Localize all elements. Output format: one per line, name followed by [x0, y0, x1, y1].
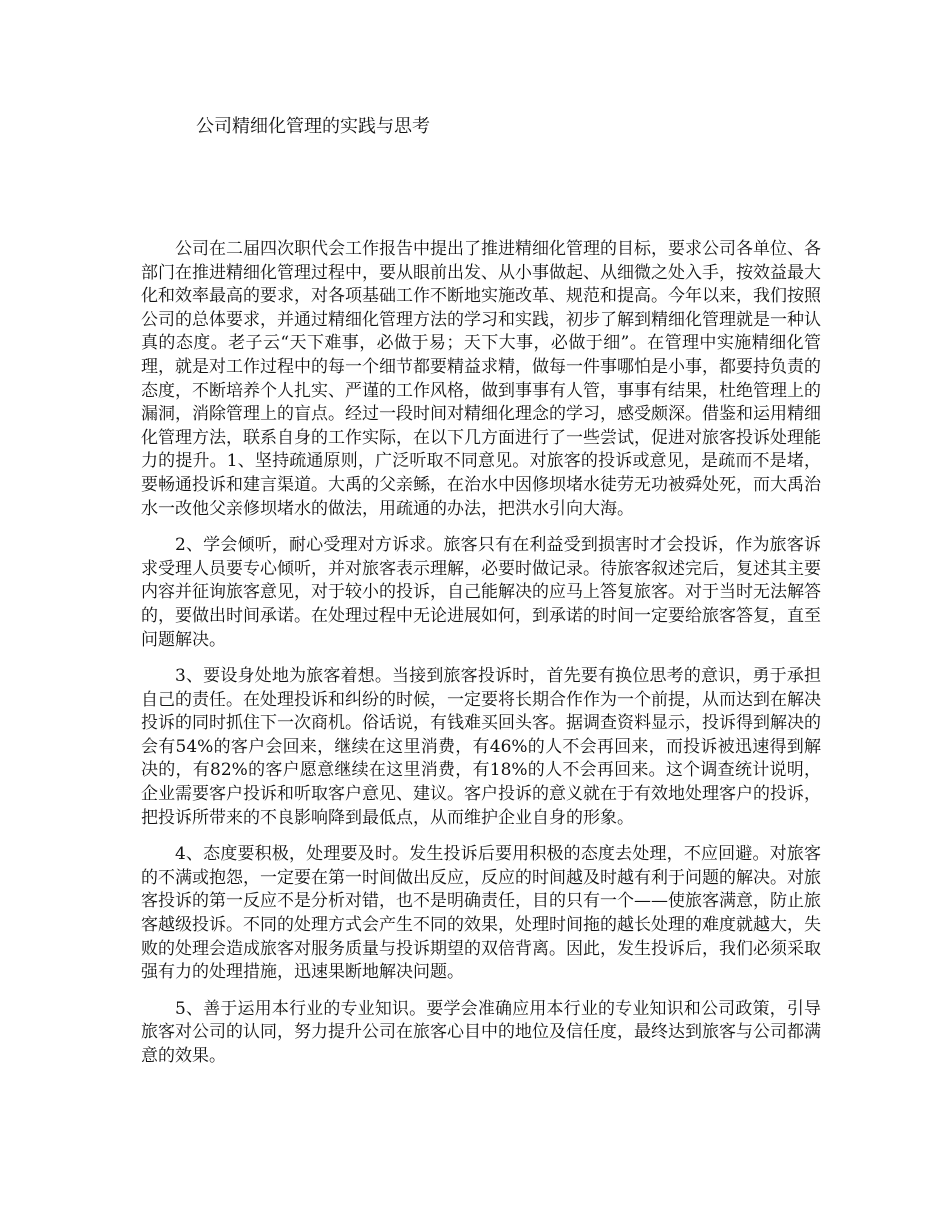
- paragraph-5: 5、善于运用本行业的专业知识。要学会准确应用本行业的专业知识和公司政策，引导旅客对公司的认同，努力提升公司在旅客心目中的地位及信任度，最终达到旅客与公司都满意的效果。: [141, 998, 821, 1066]
- paragraph-4: 4、态度要积极，处理要及时。发生投诉后要用积极的态度去处理，不应回避。对旅客的不满或抱怨，一定要在第一时间做出反应，反应的时间越及时越有利于问题的解决。对旅客投诉的第一反应不是分析对错，也不是明确责任，目的只有一个——使旅客满意，防止旅客越级投诉。不同的处理方式会产生不同的效果，处理时间拖的越长处理的难度就越大，失败的处理会造成旅客对服务质量与投诉期望的双倍背离。因此，发生投诉后，我们必须采取强有力的处理措施，迅速果断地解决问题。: [141, 844, 821, 983]
- document-title: 公司精细化管理的实践与思考: [196, 116, 430, 137]
- document-body: [141, 238, 821, 1069]
- paragraph-intro: 公司在二届四次职代会工作报告中提出了推进精细化管理的目标，要求公司各单位、各部门在推进精细化管理过程中，要从眼前出发、从小事做起、从细微之处入手，按效益最大化和效率最高的要求，对各项基础工作不断地实施改革、规范和提高。今年以来，我们按照公司的总体要求，并通过精细化管理方法的学习和实践，初步了解到精细化管理就是一种认真的态度。老子云“天下难事，必做于易；天下大事，必做于细”。在管理中实施精细化管理，就是对工作过程中的每一个细节都要精益求精，做每一件事哪怕是小事，都要持负责的态度，不断培养个人扎实、严谨的工作风格，做到事事有人管，事事有结果，杜绝管理上的漏洞，消除管理上的盲点。经过一段时间对精细化理念的学习，感受颇深。借鉴和运用精细化管理方法，联系自身的工作实际，在以下几方面进行了一些尝试，促进对旅客投诉处理能力的提升。1、坚持疏通原则，广泛听取不同意见。对旅客的投诉或意见，是疏而不是堵，要畅通投诉和建言渠道。大禹的父亲鲧，在治水中因修坝堵水徒劳无功被舜处死，而大禹治水一改他父亲修坝堵水的做法，用疏通的办法，把洪水引向大海。: [141, 239, 821, 519]
- paragraph-2: 2、学会倾听，耐心受理对方诉求。旅客只有在利益受到损害时才会投诉，作为旅客诉求受理人员要专心倾听，并对旅客表示理解，必要时做记录。待旅客叙述完后，复述其主要内容并征询旅客意见，对于较小的投诉，自己能解决的应马上答复旅客。对于当时无法解答的，要做出时间承诺。在处理过程中无论进展如何，到承诺的时间一定要给旅客答复，直至问题解决。: [141, 535, 821, 650]
- paragraph-3: 3、要设身处地为旅客着想。当接到旅客投诉时，首先要有换位思考的意识，勇于承担自己的责任。在处理投诉和纠纷的时候，一定要将长期合作作为一个前提，从而达到在解决投诉的同时抓住下一次商机。俗话说，有钱难买回头客。据调查资料显示，投诉得到解决的会有54%的客户会回来，继续在这里消费，有46%的人不会再回来，而投诉被迅速得到解决的，有82%的客户愿意继续在这里消费，有18%的人不会再回来。这个调查统计说明，企业需要客户投诉和听取客户意见、建议。客户投诉的意义就在于有效地处理客户的投诉，把投诉所带来的不良影响降到最低点，从而维护企业自身的形象。: [141, 666, 821, 828]
